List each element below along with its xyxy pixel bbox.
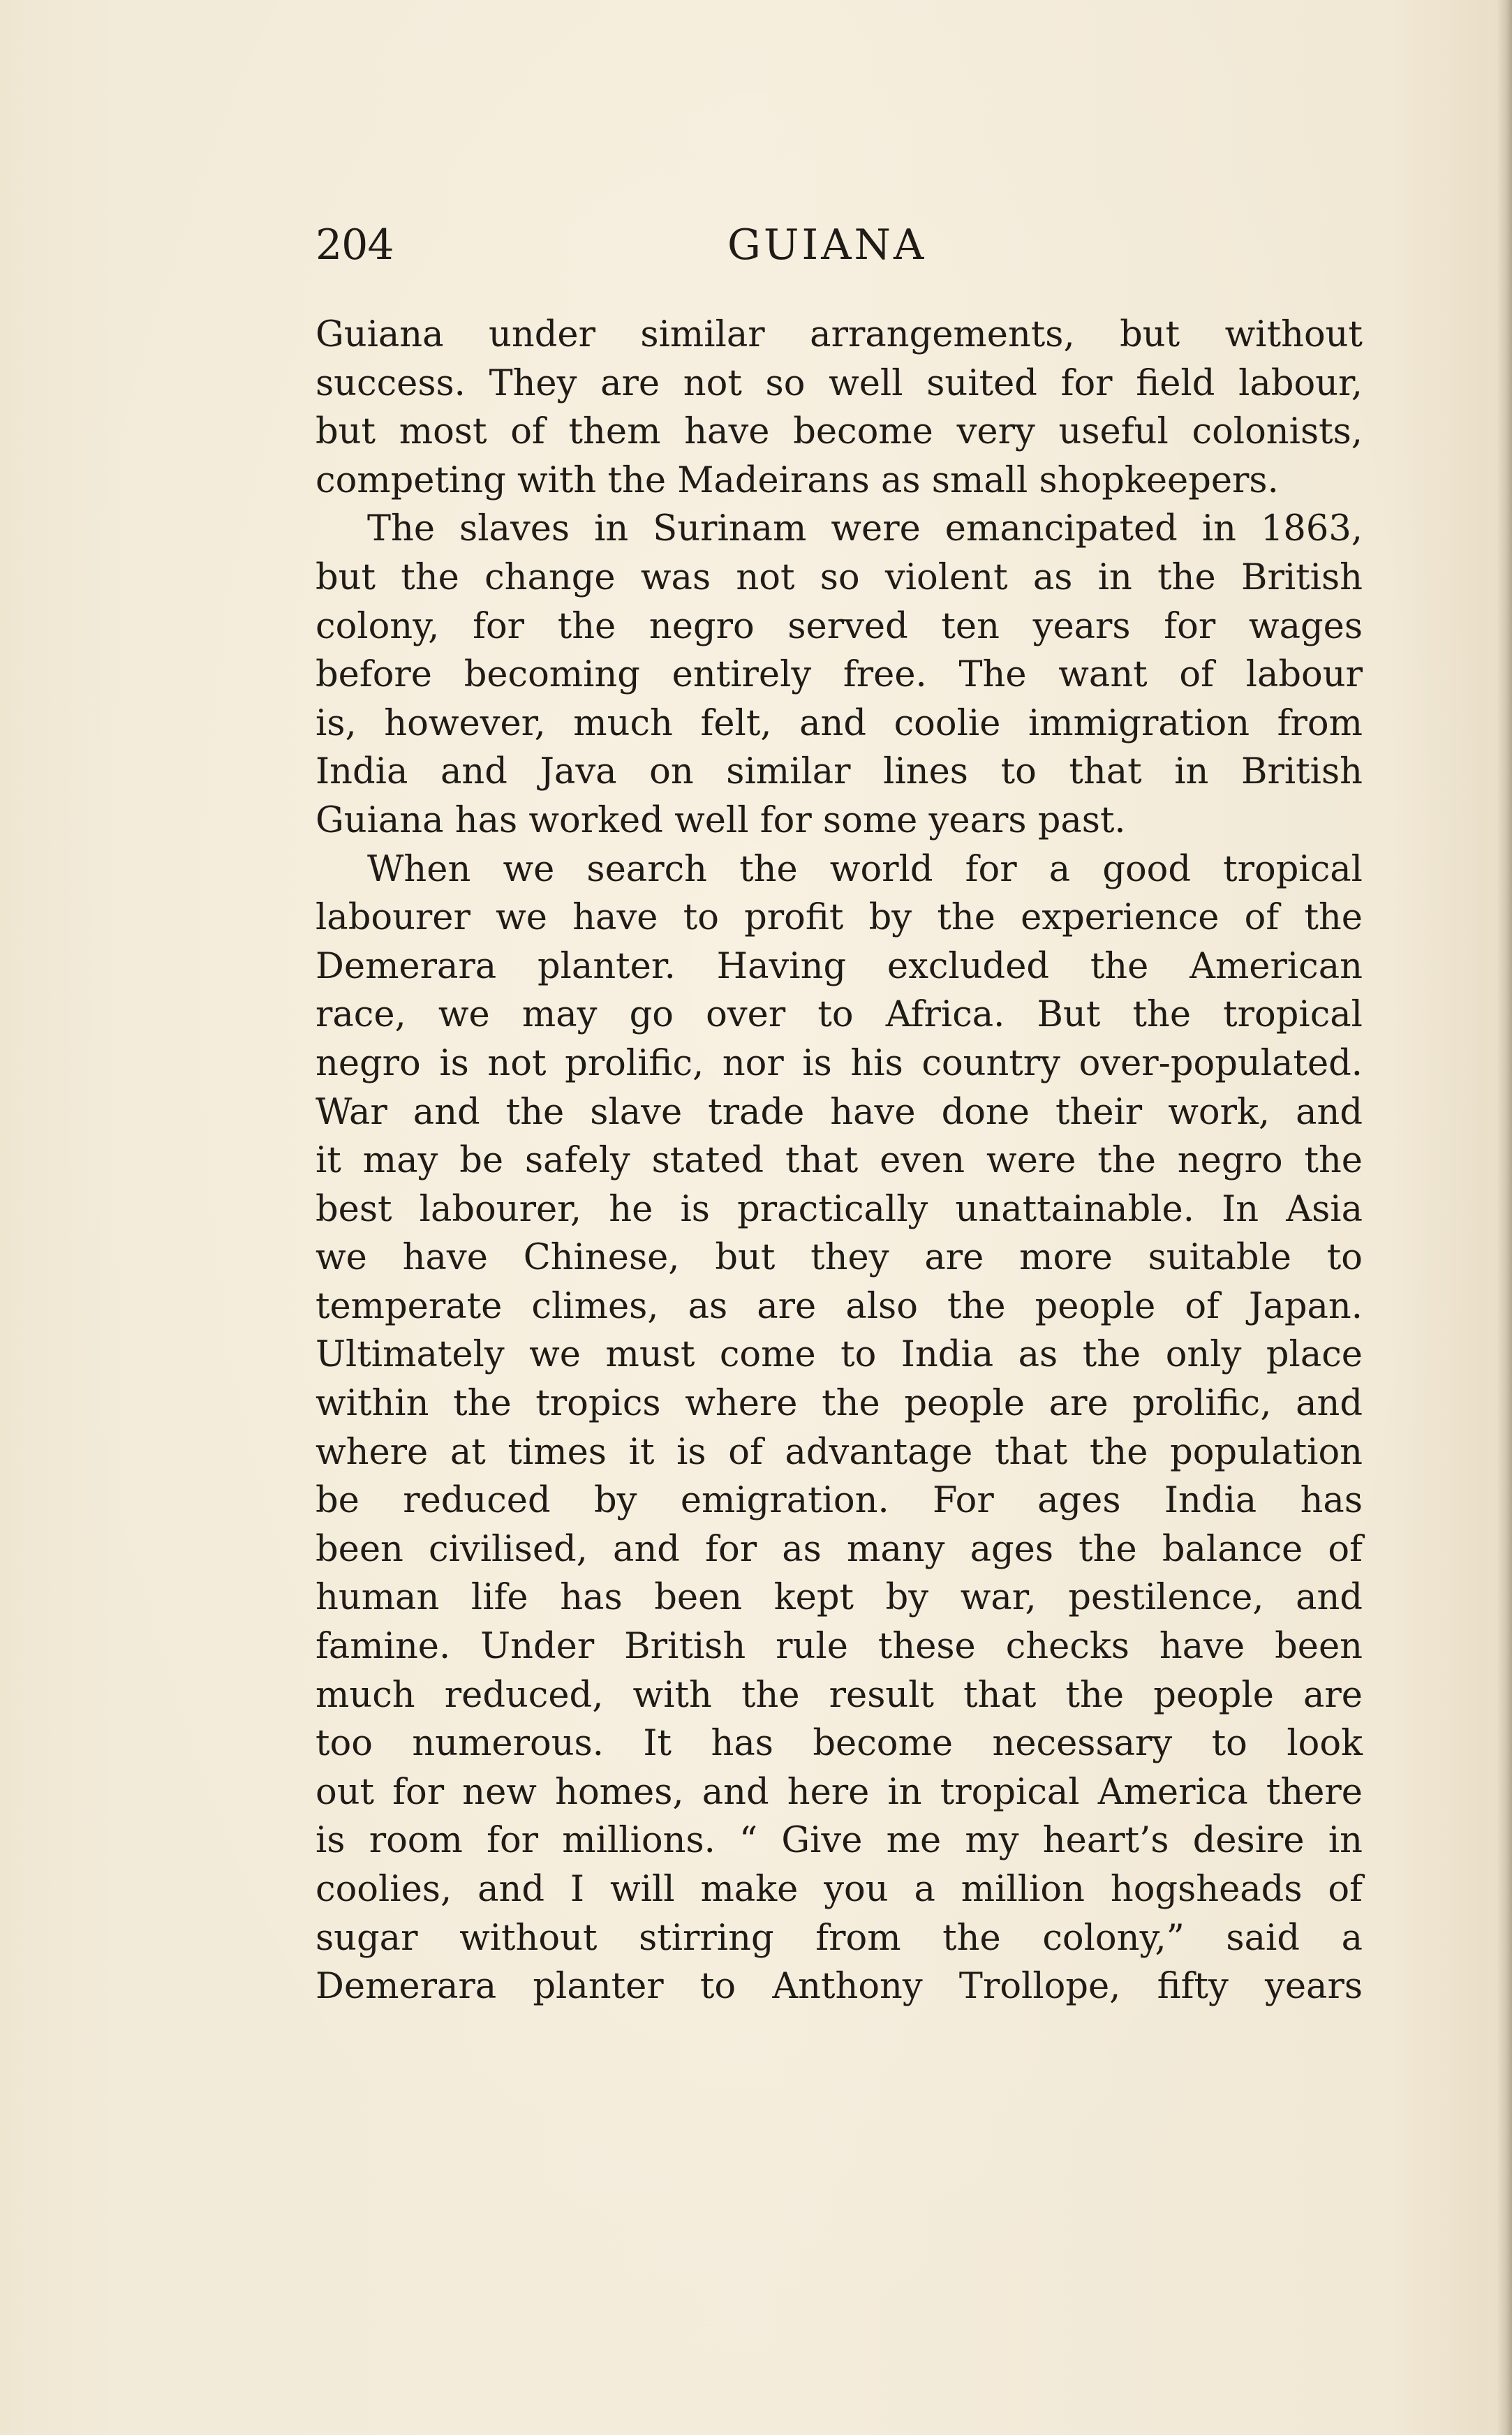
running-title: GUIANA <box>727 221 927 269</box>
text-line: too numerous. It has become necessary to look <box>316 1723 1363 1765</box>
text-line: human life has been kept by war, pestilence, and <box>316 1577 1363 1619</box>
text-line: Ultimately we must come to India as the only place <box>316 1334 1363 1376</box>
text-line: where at times it is of advantage that the population <box>316 1431 1363 1473</box>
text-line: race, we may go over to Africa. But the tropical <box>316 994 1363 1036</box>
text-line: before becoming entirely free. The want of labour <box>316 654 1363 696</box>
text-line: best labourer, he is practically unattainable. In Asia <box>316 1188 1363 1230</box>
text-line: be reduced by emigration. For ages India has <box>316 1480 1363 1522</box>
text-line: competing with the Madeirans as small shopkeepers. <box>316 459 1279 501</box>
text-line: we have Chinese, but they are more suitable to <box>316 1237 1363 1279</box>
text-line: Demerara planter. Having excluded the American <box>316 945 1363 987</box>
text-line: famine. Under British rule these checks have been <box>316 1626 1363 1668</box>
text-line: much reduced, with the result that the people are <box>316 1674 1363 1716</box>
page-edge-shadow <box>1497 0 1512 2435</box>
text-line: is room for millions. “ Give me my heart’s desire in <box>316 1820 1363 1862</box>
text-line: colony, for the negro served ten years for wages <box>316 605 1363 647</box>
running-head <box>316 213 1363 276</box>
text-line: Guiana under similar arrangements, but without <box>316 314 1363 355</box>
text-line: labourer we have to profit by the experience of the <box>316 897 1363 939</box>
text-line: When we search the world for a good tropical <box>367 848 1363 890</box>
text-line: War and the slave trade have done their work, and <box>316 1091 1363 1133</box>
text-line: The slaves in Surinam were emancipated in 1863, <box>367 508 1363 550</box>
body-text <box>316 311 1363 2011</box>
text-line: success. They are not so well suited for field labour, <box>316 362 1363 404</box>
text-line: negro is not prolific, nor is his country over-populated. <box>316 1042 1363 1084</box>
text-line: Guiana has worked well for some years past. <box>316 799 1126 841</box>
text-line: temperate climes, as are also the people of Japan. <box>316 1285 1363 1327</box>
text-line: it may be safely stated that even were the negro the <box>316 1140 1363 1182</box>
page-number: 204 <box>316 221 394 269</box>
text-line: Demerara planter to Anthony Trollope, fifty years <box>316 1966 1363 2008</box>
text-line: India and Java on similar lines to that in British <box>316 751 1363 793</box>
text-line: been civilised, and for as many ages the balance of <box>316 1528 1363 1570</box>
text-line: out for new homes, and here in tropical America there <box>316 1771 1363 1813</box>
text-line: within the tropics where the people are prolific, and <box>316 1383 1363 1425</box>
text-line: but most of them have become very useful colonists, <box>316 411 1363 453</box>
text-line: but the change was not so violent as in the British <box>316 556 1363 598</box>
text-line: coolies, and I will make you a million hogsheads of <box>316 1869 1363 1910</box>
text-line: sugar without stirring from the colony,” said a <box>316 1917 1363 1959</box>
text-line: is, however, much felt, and coolie immigration from <box>316 702 1363 744</box>
